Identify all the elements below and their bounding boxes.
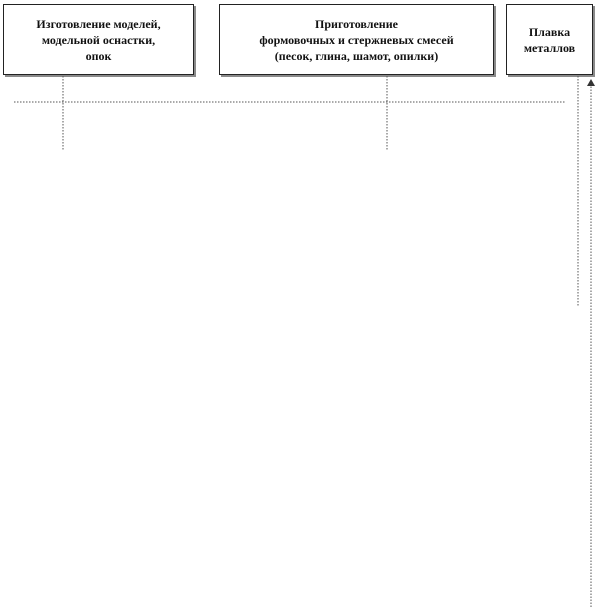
box-metal-melting-label: Плавка металлов [523, 24, 576, 55]
box-model-making-label: Изготовление моделей, модельной оснастки, опок [36, 16, 161, 63]
box-molding-mixtures-label: Приготовление формовочных и стержневых смесей (песок, глина, шамот, опилки) [259, 16, 454, 63]
